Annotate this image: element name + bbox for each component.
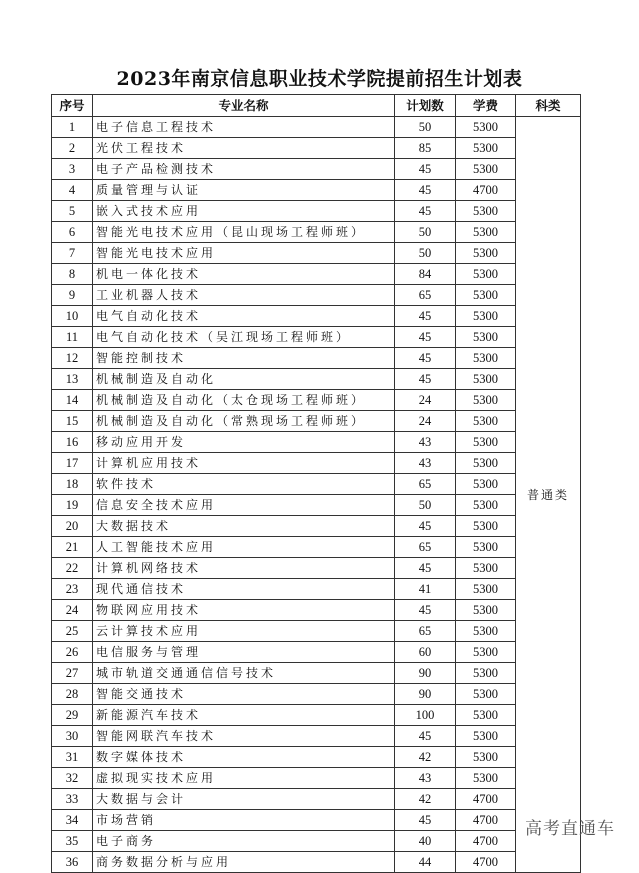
cell-major: 嵌入式技术应用 [93, 201, 395, 222]
cell-major: 电子信息工程技术 [93, 117, 395, 138]
cell-num: 17 [52, 453, 93, 474]
cell-num: 15 [52, 411, 93, 432]
cell-major: 商务数据分析与应用 [93, 852, 395, 873]
cell-fee: 5300 [456, 159, 516, 180]
table-row [52, 201, 581, 222]
cell-category: 普通类 [516, 117, 581, 873]
cell-fee: 5300 [456, 663, 516, 684]
watermark: 高考直通车 [525, 819, 615, 839]
cell-num: 2 [52, 138, 93, 159]
table-row [52, 705, 581, 726]
cell-num: 5 [52, 201, 93, 222]
cell-fee: 5300 [456, 369, 516, 390]
cell-fee: 5300 [456, 243, 516, 264]
cell-num: 10 [52, 306, 93, 327]
cell-num: 31 [52, 747, 93, 768]
cell-quota: 100 [395, 705, 456, 726]
header-quota: 计划数 [395, 95, 456, 117]
cell-fee: 5300 [456, 117, 516, 138]
cell-fee: 5300 [456, 201, 516, 222]
cell-major: 电气自动化技术 [93, 306, 395, 327]
cell-quota: 45 [395, 369, 456, 390]
cell-quota: 24 [395, 411, 456, 432]
cell-quota: 50 [395, 117, 456, 138]
cell-quota: 43 [395, 768, 456, 789]
table-row [52, 390, 581, 411]
cell-major: 虚拟现实技术应用 [93, 768, 395, 789]
cell-fee: 5300 [456, 264, 516, 285]
cell-fee: 5300 [456, 705, 516, 726]
cell-fee: 5300 [456, 411, 516, 432]
table-row [52, 495, 581, 516]
cell-quota: 43 [395, 453, 456, 474]
cell-num: 7 [52, 243, 93, 264]
cell-num: 26 [52, 642, 93, 663]
cell-major: 计算机应用技术 [93, 453, 395, 474]
cell-quota: 45 [395, 810, 456, 831]
cell-quota: 65 [395, 474, 456, 495]
cell-num: 11 [52, 327, 93, 348]
cell-fee: 5300 [456, 684, 516, 705]
cell-quota: 42 [395, 789, 456, 810]
cell-quota: 45 [395, 516, 456, 537]
cell-fee: 5300 [456, 768, 516, 789]
table-row [52, 117, 581, 138]
cell-fee: 4700 [456, 810, 516, 831]
header-fee: 学费 [456, 95, 516, 117]
table-row [52, 852, 581, 873]
cell-num: 4 [52, 180, 93, 201]
cell-num: 9 [52, 285, 93, 306]
cell-fee: 5300 [456, 642, 516, 663]
table-row [52, 642, 581, 663]
cell-num: 30 [52, 726, 93, 747]
cell-num: 21 [52, 537, 93, 558]
table-row [52, 264, 581, 285]
cell-fee: 5300 [456, 600, 516, 621]
table-row [52, 285, 581, 306]
cell-fee: 5300 [456, 348, 516, 369]
cell-quota: 43 [395, 432, 456, 453]
cell-num: 6 [52, 222, 93, 243]
cell-major: 电气自动化技术（吴江现场工程师班） [93, 327, 395, 348]
cell-num: 8 [52, 264, 93, 285]
cell-major: 信息安全技术应用 [93, 495, 395, 516]
table-row [52, 411, 581, 432]
cell-major: 质量管理与认证 [93, 180, 395, 201]
table-row [52, 453, 581, 474]
cell-fee: 5300 [456, 327, 516, 348]
cell-num: 3 [52, 159, 93, 180]
table-row [52, 663, 581, 684]
cell-quota: 60 [395, 642, 456, 663]
table-header-row [52, 95, 581, 117]
cell-fee: 4700 [456, 180, 516, 201]
cell-fee: 4700 [456, 789, 516, 810]
table-row [52, 537, 581, 558]
cell-quota: 85 [395, 138, 456, 159]
table-row [52, 138, 581, 159]
cell-num: 22 [52, 558, 93, 579]
cell-fee: 5300 [456, 222, 516, 243]
cell-major: 智能光电技术应用 [93, 243, 395, 264]
cell-fee: 5300 [456, 747, 516, 768]
cell-fee: 5300 [456, 621, 516, 642]
cell-fee: 5300 [456, 432, 516, 453]
cell-num: 36 [52, 852, 93, 873]
table-row [52, 243, 581, 264]
cell-major: 市场营销 [93, 810, 395, 831]
cell-num: 24 [52, 600, 93, 621]
table-row [52, 306, 581, 327]
cell-quota: 65 [395, 621, 456, 642]
cell-quota: 45 [395, 306, 456, 327]
cell-fee: 4700 [456, 831, 516, 852]
cell-quota: 45 [395, 558, 456, 579]
cell-fee: 5300 [456, 579, 516, 600]
cell-fee: 5300 [456, 558, 516, 579]
header-num: 序号 [52, 95, 93, 117]
cell-major: 机电一体化技术 [93, 264, 395, 285]
cell-fee: 5300 [456, 453, 516, 474]
cell-quota: 50 [395, 495, 456, 516]
cell-num: 1 [52, 117, 93, 138]
cell-quota: 65 [395, 537, 456, 558]
cell-major: 数字媒体技术 [93, 747, 395, 768]
table-row [52, 516, 581, 537]
cell-num: 28 [52, 684, 93, 705]
cell-num: 35 [52, 831, 93, 852]
cell-major: 新能源汽车技术 [93, 705, 395, 726]
cell-major: 现代通信技术 [93, 579, 395, 600]
table-row [52, 348, 581, 369]
cell-major: 大数据与会计 [93, 789, 395, 810]
table-row [52, 180, 581, 201]
table-row [52, 684, 581, 705]
cell-quota: 41 [395, 579, 456, 600]
cell-major: 电信服务与管理 [93, 642, 395, 663]
table-row [52, 831, 581, 852]
cell-major: 电子产品检测技术 [93, 159, 395, 180]
cell-quota: 45 [395, 600, 456, 621]
cell-major: 智能光电技术应用（昆山现场工程师班） [93, 222, 395, 243]
cell-major: 大数据技术 [93, 516, 395, 537]
cell-quota: 40 [395, 831, 456, 852]
cell-fee: 5300 [456, 306, 516, 327]
cell-num: 13 [52, 369, 93, 390]
cell-quota: 45 [395, 201, 456, 222]
table-row [52, 558, 581, 579]
cell-quota: 45 [395, 327, 456, 348]
cell-quota: 50 [395, 222, 456, 243]
table-row [52, 579, 581, 600]
header-category: 科类 [516, 95, 581, 117]
cell-num: 23 [52, 579, 93, 600]
table-row [52, 768, 581, 789]
table-row [52, 432, 581, 453]
table-row [52, 789, 581, 810]
table-row [52, 327, 581, 348]
cell-major: 云计算技术应用 [93, 621, 395, 642]
cell-major: 计算机网络技术 [93, 558, 395, 579]
cell-quota: 90 [395, 663, 456, 684]
cell-quota: 84 [395, 264, 456, 285]
cell-major: 机械制造及自动化（太仓现场工程师班） [93, 390, 395, 411]
page-title: 2023年南京信息职业技术学院提前招生计划表 [116, 68, 523, 90]
cell-major: 物联网应用技术 [93, 600, 395, 621]
cell-fee: 5300 [456, 474, 516, 495]
cell-num: 20 [52, 516, 93, 537]
cell-num: 25 [52, 621, 93, 642]
table-row [52, 747, 581, 768]
cell-major: 光伏工程技术 [93, 138, 395, 159]
cell-num: 29 [52, 705, 93, 726]
cell-fee: 5300 [456, 138, 516, 159]
cell-major: 机械制造及自动化 [93, 369, 395, 390]
cell-quota: 50 [395, 243, 456, 264]
cell-num: 18 [52, 474, 93, 495]
cell-major: 智能交通技术 [93, 684, 395, 705]
enrollment-plan-table [51, 94, 581, 873]
cell-num: 32 [52, 768, 93, 789]
cell-quota: 45 [395, 348, 456, 369]
table-row [52, 621, 581, 642]
cell-quota: 44 [395, 852, 456, 873]
table-row [52, 810, 581, 831]
cell-num: 16 [52, 432, 93, 453]
cell-fee: 5300 [456, 285, 516, 306]
cell-num: 27 [52, 663, 93, 684]
cell-major: 机械制造及自动化（常熟现场工程师班） [93, 411, 395, 432]
table-row [52, 369, 581, 390]
cell-major: 智能控制技术 [93, 348, 395, 369]
cell-quota: 90 [395, 684, 456, 705]
cell-num: 34 [52, 810, 93, 831]
cell-quota: 45 [395, 726, 456, 747]
header-major: 专业名称 [93, 95, 395, 117]
table-row [52, 726, 581, 747]
table-row [52, 222, 581, 243]
cell-quota: 45 [395, 159, 456, 180]
cell-fee: 4700 [456, 852, 516, 873]
cell-quota: 65 [395, 285, 456, 306]
table-row [52, 474, 581, 495]
cell-num: 12 [52, 348, 93, 369]
cell-major: 城市轨道交通通信信号技术 [93, 663, 395, 684]
cell-fee: 5300 [456, 390, 516, 411]
cell-num: 14 [52, 390, 93, 411]
cell-fee: 5300 [456, 537, 516, 558]
cell-quota: 24 [395, 390, 456, 411]
cell-major: 智能网联汽车技术 [93, 726, 395, 747]
cell-major: 人工智能技术应用 [93, 537, 395, 558]
cell-num: 33 [52, 789, 93, 810]
table-row [52, 600, 581, 621]
table-row [52, 159, 581, 180]
cell-num: 19 [52, 495, 93, 516]
cell-quota: 42 [395, 747, 456, 768]
table-body [52, 117, 581, 873]
cell-major: 电子商务 [93, 831, 395, 852]
cell-major: 软件技术 [93, 474, 395, 495]
cell-quota: 45 [395, 180, 456, 201]
cell-fee: 5300 [456, 726, 516, 747]
cell-fee: 5300 [456, 495, 516, 516]
cell-major: 移动应用开发 [93, 432, 395, 453]
cell-fee: 5300 [456, 516, 516, 537]
cell-major: 工业机器人技术 [93, 285, 395, 306]
